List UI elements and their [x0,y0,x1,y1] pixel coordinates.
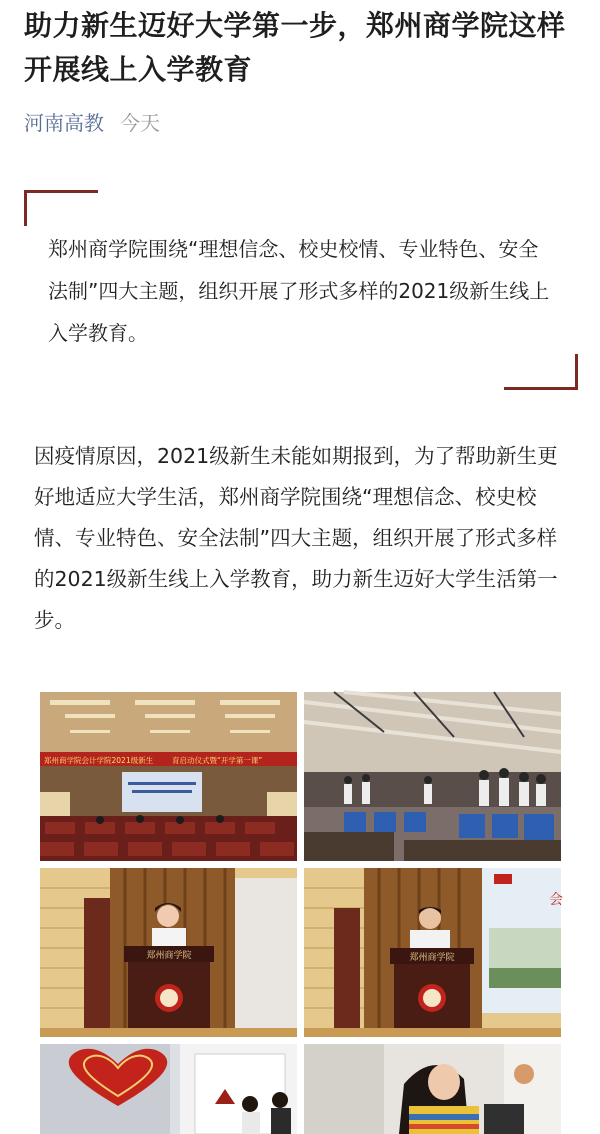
photo-dorm-decoration-image [40,1044,297,1134]
svg-text:郑州商学院会计学院2021级新生: 郑州商学院会计学院2021级新生 [44,756,154,765]
svg-text:郑州商学院: 郑州商学院 [409,953,455,963]
photo-auditorium-ceremony[interactable] [40,692,297,861]
account-name-link[interactable]: 河南高教 [24,111,104,135]
body-paragraph: 因疫情原因，2021级新生未能如期报到，为了帮助新生更好地适应大学生活，郑州商学院围绕“理想信念、校史校情、专业特色、安全法制”四大主题，组织开展了形式多样的2021级新生线上入学教育，助力新生迈好大学生活第一步。 [34,444,558,632]
corner-decoration-top-left [24,190,98,193]
photo-dorm-decoration[interactable] [40,1044,297,1134]
photo-student-online[interactable] [304,1044,561,1134]
publish-date: 今天 [120,111,160,135]
photo-auditorium-ceremony-image [40,692,297,861]
article-meta [24,108,160,138]
summary-text: 郑州商学院围绕“理想信念、校史校情、专业特色、安全法制”四大主题，组织开展了形式多样的2021级新生线上入学教育。 [48,237,550,345]
photo-student-online-image [304,1044,561,1134]
photo-speaker-female-image [40,868,297,1037]
photo-students-standing-image [304,692,561,861]
svg-text:郑州商学院: 郑州商学院 [146,951,192,961]
corner-decoration-top-left-vertical [24,190,27,226]
photo-speaker-female[interactable] [40,868,297,1037]
corner-decoration-bottom-right [504,387,578,390]
summary-quote-box [24,190,578,390]
article-title: 助力新生迈好大学第一步，郑州商学院这样开展线上入学教育 [24,9,566,86]
photo-students-standing[interactable] [304,692,561,861]
svg-text:育启动仪式暨“开学第一课”: 育启动仪式暨“开学第一课” [172,756,263,765]
photo-speaker-male-image [304,868,561,1037]
photo-speaker-male[interactable] [304,868,561,1037]
svg-text:会: 会 [549,892,563,908]
corner-decoration-bottom-right-vertical [575,354,578,390]
